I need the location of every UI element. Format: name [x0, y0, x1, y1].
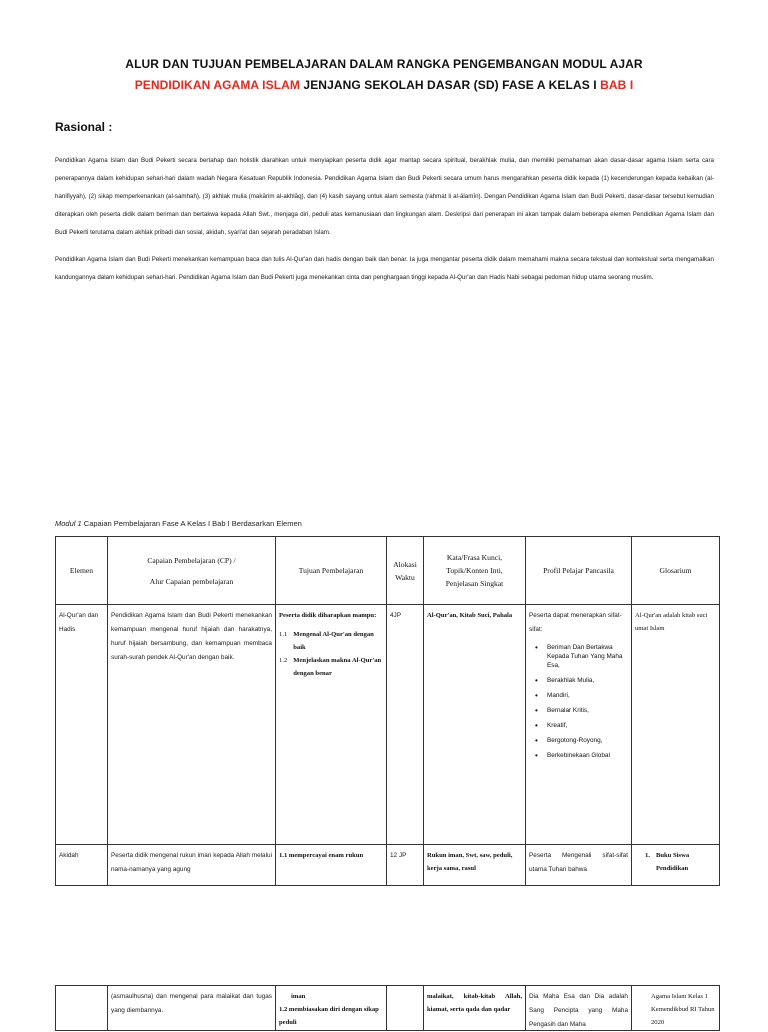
title-chapter: BAB I — [600, 78, 634, 92]
header-profil: Profil Pelajar Pancasila — [526, 537, 632, 605]
cell-capaian: Peserta didik mengenal rukun iman kepada Allah melalui nama-namanya yang agung — [108, 845, 276, 886]
tujuan-intro: Peserta didik diharapkan mampu: — [279, 612, 377, 619]
profil-intro: Peserta dapat menerapkan sifat-sifat: — [529, 612, 622, 633]
cell-alokasi — [387, 986, 424, 1031]
cell-profil: Dia Maha Esa dan Dia adalah Sang Pencipta yang Maha Pengasih dan Maha — [526, 986, 632, 1031]
header-glosarium: Glosarium — [632, 537, 720, 605]
cell-capaian: (asmaulhusna) dan mengenal para malaikat dan tugas yang diembannya. — [108, 986, 276, 1031]
list-item: • Bernalar Kritis, — [529, 706, 628, 715]
cell-elemen — [56, 986, 108, 1031]
cell-kata-kunci: malaikat, kitab-kitab Allah, kiamat, serta qada dan qadar — [424, 986, 526, 1031]
table-row — [56, 845, 720, 886]
title-level: JENJANG SEKOLAH DASAR (SD) FASE A KELAS I — [300, 78, 601, 92]
document-title-line1: ALUR DAN TUJUAN PEMBELAJARAN DALAM RANGKA PENGEMBANGAN MODUL AJAR — [125, 57, 643, 71]
cell-capaian: Pendidikan Agama Islam dan Budi Pekerti menekankan kemampuan mengenal huruf hijaiah dan harakatnya, huruf hijaiah bersambung, dan kemampuan membaca surah-surah pendek Al-Qur'an dengan baik. — [108, 605, 276, 845]
cell-glosarium: Agama Islam Kelas 1 Kemendikbud RI Tahun 2020 — [632, 986, 720, 1031]
table-row — [56, 605, 720, 845]
table-row — [56, 986, 720, 1031]
tujuan-item: 1.2 Menjelaskan makna Al-Qur'an dengan benar — [279, 657, 382, 677]
header-elemen: Elemen — [56, 537, 108, 605]
header-kata-line2: Topik/Konten Inti, — [446, 566, 503, 575]
list-item: • Bergotong-Royong, — [529, 736, 628, 745]
header-tujuan: Tujuan Pembelajaran — [276, 537, 387, 605]
continuation-table — [55, 985, 720, 1031]
header-capaian-line2: Alur Capaian pembelajaran — [149, 576, 234, 586]
tujuan-item: 1.1 Mengenal Al-Qur'an dengan baik — [279, 631, 374, 651]
rasional-paragraph-2: Pendidikan Agama Islam dan Budi Pekerti menekankan kemampuan baca dan tulis Al-Qur'an dan hadis dengan baik dan benar. Ia juga mengantar peserta didik dalam memahami makna secara tekstual dan kontekstual serta mengamalkan kandungannya dalam kehidupan sehari-hari. Pendidikan Agama Islam dan Budi Pekerti juga menekankan cinta dan penghargaan tinggi kepada Al-Qur'an dan Hadis Nabi sebagai pedoman hidup utama seorang muslim. — [55, 256, 714, 281]
profil-list — [529, 643, 628, 760]
cell-elemen: Al-Qur'an dan Hadis — [56, 605, 108, 845]
header-kata-line1: Kata/Frasa Kunci, — [446, 553, 503, 562]
document-title-line2 — [0, 78, 768, 92]
header-capaian — [108, 537, 276, 605]
caption-label: Modul 1 — [55, 519, 82, 528]
cell-glosarium: 1. Buku Siswa Pendidikan — [632, 845, 720, 886]
cell-elemen: Akidah — [56, 845, 108, 886]
rasional-heading: Rasional : — [55, 120, 113, 134]
list-item: • Mandiri, — [529, 691, 628, 700]
list-item: • Berakhlak Mulia, — [529, 676, 628, 685]
cell-tujuan: iman 1.2 membiasakan diri dengan sikap peduli — [276, 986, 387, 1031]
learning-objectives-table — [55, 536, 720, 886]
cell-tujuan — [276, 605, 387, 845]
list-item: • Kreatif, — [529, 721, 628, 730]
caption-text: Capaian Pembelajaran Fase A Kelas I Bab I Berdasarkan Elemen — [81, 519, 302, 528]
header-kata-kunci — [424, 537, 526, 605]
rasional-paragraph-1: Pendidikan Agama Islam dan Budi Pekerti secara bertahap dan holistik diarahkan untuk menyiapkan peserta didik agar mantap secara spiritual, berakhlak mulia, dan memiliki pemahaman akan dasar-dasar agama Islam serta cara penerapannya dalam kehidupan sehari-hari dalam wadah Negara Kesatuan Republik Indonesia. Pendidikan Agama Islam dan Budi Pekerti secara umum harus mengarahkan peserta didik kepada (1) kecenderungan kepada kebaikan (al-hanifiyyah), (2) sikap memperkenankan (al-samhah), (3) akhlak mulia (makārim al-akhlāq), dan (4) kasih sayang untuk alam semesta (rahmat li al-ālamīn). Dengan Pendidikan Agama Islam dan Budi Pekerti, dasar-dasar tersebut kemudian diterapkan oleh peserta didik dalam beriman dan bertakwa kepada Allah Swt., menjaga diri, peduli atas kemanusiaan dan lingkungan alam. Deskripsi dari penerapan ini akan tampak dalam beberapa elemen Pendidikan Agama Islam dan Budi Pekerti terutama dalam akhlak pribadi dan sosial, akidah, syari'at dan sejarah peradaban Islam. — [55, 157, 714, 236]
cell-profil: Peserta Mengenali sifat-sifat utama Tuhan bahwa — [526, 845, 632, 886]
list-item: • Berkebinekaan Global — [529, 751, 628, 760]
cell-profil — [526, 605, 632, 845]
table-caption — [55, 519, 302, 528]
cell-glosarium: Al-Qur'an adalah kitab suci umat Islam — [632, 605, 720, 845]
cell-kata-kunci: Al-Qur'an, Kitab Suci, Pahala — [424, 605, 526, 845]
cell-alokasi: 12 JP — [387, 845, 424, 886]
cell-alokasi: 4JP — [387, 605, 424, 845]
header-capaian-line1: Capaian Pembelajaran (CP) / — [147, 555, 236, 565]
cell-tujuan: 1.1 mempercayai enam rukun — [276, 845, 387, 886]
header-kata-line3: Penjelasan Singkat — [445, 579, 504, 588]
header-alokasi: Alokasi Waktu — [387, 537, 424, 605]
list-item: • Beriman Dan Bertakwa Kepada Tuhan Yang Maha Esa, — [529, 643, 628, 670]
cell-kata-kunci: Rukun iman, Swt, saw, peduli, kerja sama, rasul — [424, 845, 526, 886]
table-header-row — [56, 537, 720, 605]
title-subject: PENDIDIKAN AGAMA ISLAM — [134, 78, 300, 92]
